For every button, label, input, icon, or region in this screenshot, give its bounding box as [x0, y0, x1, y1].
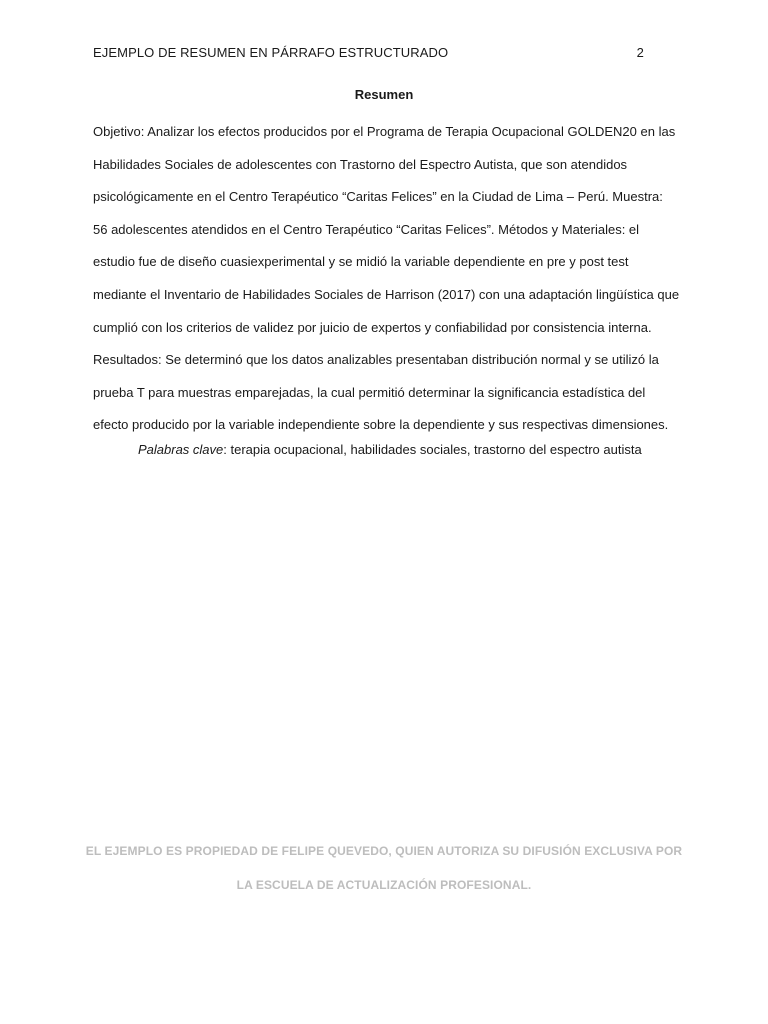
abstract-line: Habilidades Sociales de adolescentes con Trastorno del Espectro Autista, que son atendidos [93, 156, 628, 172]
abstract-line: prueba T para muestras emparejadas, la cual permitió determinar la significancia estadística del [93, 384, 646, 400]
abstract-paragraph [93, 116, 678, 442]
page-number: 2 [636, 44, 644, 60]
abstract-line: cumplió con los criterios de validez por juicio de expertos y confiabilidad por consistencia interna. [93, 319, 652, 335]
running-head [93, 43, 644, 61]
abstract-line: mediante el Inventario de Habilidades Sociales de Harrison (2017) con una adaptación lingüística que [93, 286, 680, 302]
copyright-watermark [60, 834, 708, 902]
watermark-line-1: EL EJEMPLO ES PROPIEDAD DE FELIPE QUEVEDO, QUIEN AUTORIZA SU DIFUSIÓN EXCLUSIVA POR [85, 844, 683, 858]
abstract-line: efecto producido por la variable independiente sobre la dependiente y sus respectivas dimensiones. [93, 417, 669, 433]
abstract-line: 56 adolescentes atendidos en el Centro Terapéutico “Caritas Felices”. Métodos y Materiales: el [93, 221, 640, 237]
abstract-line: psicológicamente en el Centro Terapéutico “Caritas Felices” en la Ciudad de Lima – Perú. Muestra: [93, 189, 663, 205]
abstract-line: Objetivo: Analizar los efectos producidos por el Programa de Terapia Ocupacional GOLDEN20 en las [93, 124, 676, 139]
watermark-line-2: LA ESCUELA DE ACTUALIZACIÓN PROFESIONAL. [236, 878, 532, 892]
abstract-line: Resultados: Se determinó que los datos analizables presentaban distribución normal y se utilizó la [93, 352, 659, 368]
abstract-heading: Resumen [354, 87, 414, 102]
keywords-text: : terapia ocupacional, habilidades sociales, trastorno del espectro autista [223, 442, 642, 457]
keywords [138, 442, 642, 457]
running-title: EJEMPLO DE RESUMEN EN PÁRRAFO ESTRUCTURADO [93, 44, 449, 60]
abstract-line: estudio fue de diseño cuasiexperimental y se midió la variable dependiente en pre y post test [93, 254, 629, 270]
keywords-label: Palabras clave [138, 442, 224, 457]
